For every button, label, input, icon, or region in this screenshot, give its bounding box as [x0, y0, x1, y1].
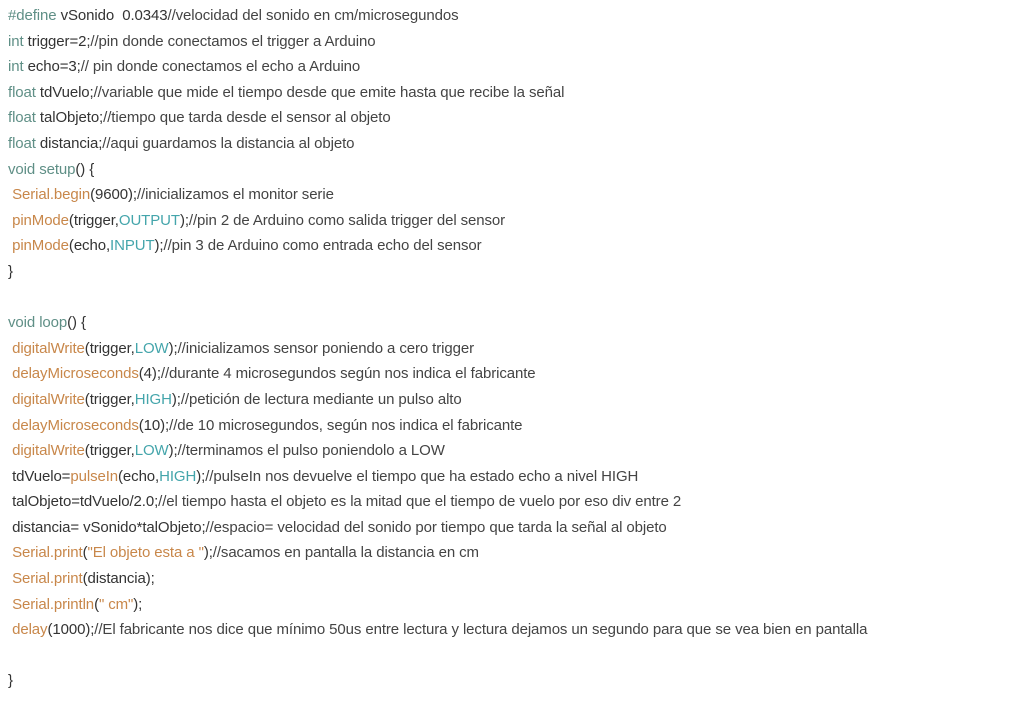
- function-token: delayMicroseconds: [12, 365, 139, 383]
- text-token: );: [168, 442, 178, 460]
- comment-token: //terminamos el pulso poniendolo a LOW: [177, 442, 445, 460]
- text-token: distancia;: [39, 134, 103, 152]
- comment-token: //de 10 microsegundos, según nos indica el fabricante: [169, 416, 523, 434]
- text-token: );: [179, 211, 189, 229]
- comment-token: //el tiempo hasta el objeto es la mitad que el tiempo de vuelo por eso div entre 2: [158, 493, 682, 511]
- text-token: (distancia);: [82, 570, 155, 588]
- text-token: );: [154, 237, 164, 255]
- text-token: echo=3;: [27, 58, 81, 76]
- text-token: (trigger,: [84, 442, 135, 460]
- code-line: [8, 387, 1024, 413]
- comment-token: //tiempo que tarda desde el sensor al objeto: [103, 109, 391, 127]
- keyword-token: int: [8, 32, 28, 50]
- text-token: );: [171, 390, 181, 408]
- constant-token: HIGH: [159, 467, 197, 485]
- comment-token: //pin donde conectamos el trigger a Arduino: [90, 32, 376, 50]
- text-token: (echo,: [118, 467, 160, 485]
- keyword-token: setup: [39, 160, 76, 178]
- text-token: (9600);: [90, 186, 137, 204]
- function-token: delay: [12, 621, 48, 639]
- text-token: );: [133, 595, 143, 613]
- code-line: [8, 259, 1024, 285]
- comment-token: //petición de lectura mediante un pulso alto: [180, 390, 462, 408]
- code-line: [8, 336, 1024, 362]
- code-line: [8, 592, 1024, 618]
- function-token: digitalWrite: [12, 442, 85, 460]
- code-line: [8, 182, 1024, 208]
- keyword-token: void: [8, 314, 40, 332]
- function-token: digitalWrite: [12, 339, 85, 357]
- string-token: " cm": [98, 595, 134, 613]
- text-token: distancia= vSonido*talObjeto;: [8, 518, 206, 536]
- function-token: Serial.print: [12, 570, 83, 588]
- code-line: [8, 310, 1024, 336]
- function-token: pinMode: [12, 211, 69, 229]
- code-line: [8, 515, 1024, 541]
- keyword-token: float: [8, 109, 40, 127]
- code-line: [8, 3, 1024, 29]
- comment-token: //espacio= velocidad del sonido por tiempo que tarda la señal al objeto: [205, 518, 667, 536]
- text-token: (1000);: [47, 621, 95, 639]
- code-line: [8, 131, 1024, 157]
- comment-token: //pulseIn nos devuelve el tiempo que ha estado echo a nivel HIGH: [205, 467, 639, 485]
- function-token: pulseIn: [70, 467, 119, 485]
- comment-token: //inicializamos el monitor serie: [136, 186, 334, 204]
- string-token: "El objeto esta a ": [87, 544, 204, 562]
- keyword-token: float: [8, 83, 40, 101]
- text-token: () {: [67, 314, 86, 332]
- constant-token: LOW: [134, 339, 169, 357]
- constant-token: OUTPUT: [118, 211, 180, 229]
- text-token: talObjeto;: [39, 109, 104, 127]
- constant-token: HIGH: [134, 390, 172, 408]
- text-token: tdVuelo;: [39, 83, 94, 101]
- code-line: [8, 438, 1024, 464]
- code-line: [8, 29, 1024, 55]
- code-line: [8, 617, 1024, 643]
- comment-token: //variable que mide el tiempo desde que emite hasta que recibe la señal: [93, 83, 565, 101]
- keyword-token: float: [8, 134, 40, 152]
- text-token: );: [203, 544, 213, 562]
- function-token: Serial.begin: [12, 186, 91, 204]
- keyword-token: loop: [39, 314, 68, 332]
- function-token: Serial.println: [12, 595, 95, 613]
- text-token: );: [168, 339, 178, 357]
- code-line: [8, 566, 1024, 592]
- text-token: () {: [75, 160, 95, 178]
- function-token: Serial.print: [12, 544, 83, 562]
- constant-token: INPUT: [110, 237, 155, 255]
- code-line: [8, 105, 1024, 131]
- code-line: [8, 489, 1024, 515]
- code-line: [8, 80, 1024, 106]
- text-token: );: [196, 467, 206, 485]
- text-token: (4);: [138, 365, 161, 383]
- function-token: digitalWrite: [12, 390, 85, 408]
- comment-token: //pin 3 de Arduino como entrada echo del sensor: [163, 237, 482, 255]
- code-line: [8, 157, 1024, 183]
- code-line: [8, 54, 1024, 80]
- text-token: (trigger,: [84, 390, 135, 408]
- comment-token: //El fabricante nos dice que mínimo 50us entre lectura y lectura dejamos un segundo para que se vea bien en pantalla: [94, 621, 868, 639]
- comment-token: //pin 2 de Arduino como salida trigger del sensor: [188, 211, 506, 229]
- text-token: (trigger,: [68, 211, 119, 229]
- keyword-token: void: [8, 160, 40, 178]
- text-token: vSonido 0.0343: [60, 7, 168, 24]
- comment-token: //velocidad del sonido en cm/microsegundos: [167, 7, 459, 24]
- text-token: (trigger,: [84, 339, 135, 357]
- code-line: [8, 285, 1024, 311]
- text-token: }: [8, 262, 13, 280]
- text-token: (: [94, 595, 99, 613]
- constant-token: LOW: [134, 442, 169, 460]
- comment-token: //aqui guardamos la distancia al objeto: [102, 134, 355, 152]
- text-token: trigger=2;: [27, 32, 91, 50]
- comment-token: // pin donde conectamos el echo a Arduino: [80, 58, 361, 76]
- code-line: [8, 464, 1024, 490]
- keyword-token: #define: [8, 7, 61, 24]
- text-token: talObjeto=tdVuelo/2.0;: [8, 493, 159, 511]
- function-token: delayMicroseconds: [12, 416, 139, 434]
- comment-token: //inicializamos sensor poniendo a cero trigger: [177, 339, 474, 357]
- code-line: [8, 643, 1024, 669]
- code-line: [8, 208, 1024, 234]
- comment-token: //durante 4 microsegundos según nos indica el fabricante: [160, 365, 536, 383]
- text-token: (echo,: [68, 237, 111, 255]
- text-token: }: [8, 672, 13, 690]
- code-line: [8, 233, 1024, 259]
- function-token: pinMode: [12, 237, 69, 255]
- code-line: [8, 540, 1024, 566]
- keyword-token: int: [8, 58, 28, 76]
- code-line: [8, 361, 1024, 387]
- text-token: (10);: [138, 416, 170, 434]
- comment-token: //sacamos en pantalla la distancia en cm: [212, 544, 479, 562]
- text-token: (: [82, 544, 88, 562]
- text-token: tdVuelo=: [8, 467, 71, 485]
- code-line: [8, 413, 1024, 439]
- code-line: [8, 668, 1024, 694]
